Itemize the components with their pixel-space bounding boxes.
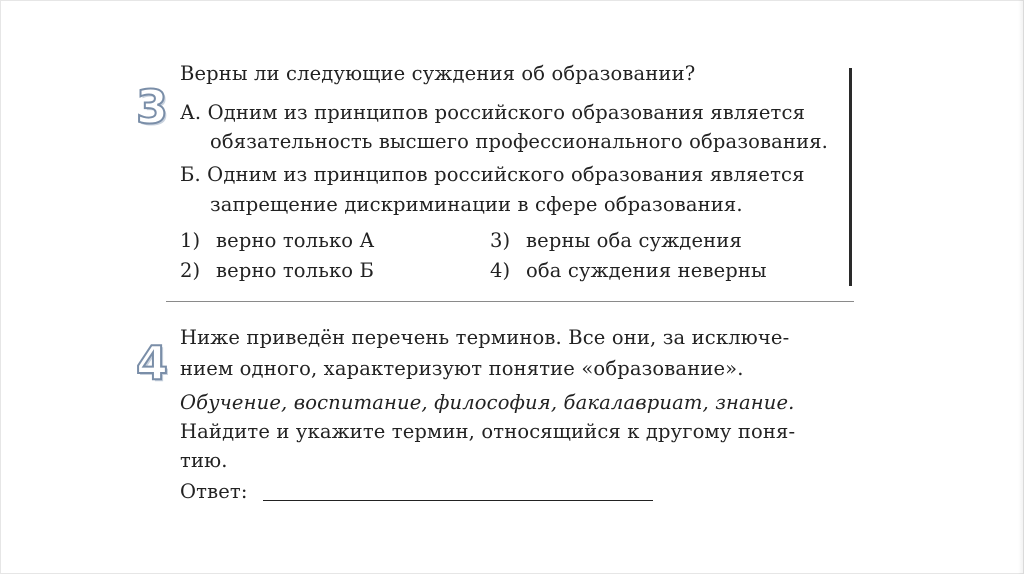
question-4-line-4: Найдите и укажите термин, относящийся к другому поня- — [180, 420, 796, 443]
answer-input-line[interactable] — [263, 500, 653, 501]
answer-option-3[interactable] — [490, 229, 742, 252]
option-label: верны оба суждения — [526, 229, 742, 252]
option-number: 4) — [490, 259, 511, 282]
slide-edge-shadow — [1018, 0, 1024, 574]
question-4-number: 4 — [136, 336, 169, 390]
option-number: 3) — [490, 229, 511, 252]
statement-a-line-2: обязательность высшего профессионального образования. — [210, 130, 829, 153]
question-4-line-5: тию. — [180, 449, 228, 472]
option-label: верно только А — [216, 229, 375, 252]
terms-list: Обучение, воспитание, философия, бакалавриат, знание. — [180, 391, 795, 414]
statement-b-line-1: Б. Одним из принципов российского образования является — [180, 163, 805, 186]
answer-option-1[interactable] — [180, 229, 374, 252]
question-4-line-2: нием одного, характеризуют понятие «образование». — [180, 357, 744, 380]
question-4-line-1: Ниже приведён перечень терминов. Все они, за исключе- — [180, 326, 790, 349]
answer-option-4[interactable] — [490, 259, 767, 282]
option-number: 1) — [180, 229, 201, 252]
option-label: верно только Б — [216, 259, 375, 282]
question-3-number: 3 — [136, 80, 169, 134]
question-3-border — [849, 68, 852, 286]
statement-a-line-1: А. Одним из принципов российского образования является — [180, 101, 806, 124]
answer-option-2[interactable] — [180, 259, 374, 282]
option-label: оба суждения неверны — [526, 259, 767, 282]
answer-label: Ответ: — [180, 480, 248, 503]
statement-b-line-2: запрещение дискриминации в сфере образования. — [210, 193, 743, 216]
option-number: 2) — [180, 259, 201, 282]
question-3-text: Верны ли следующие суждения об образовании? — [180, 62, 696, 85]
question-separator — [166, 301, 854, 302]
